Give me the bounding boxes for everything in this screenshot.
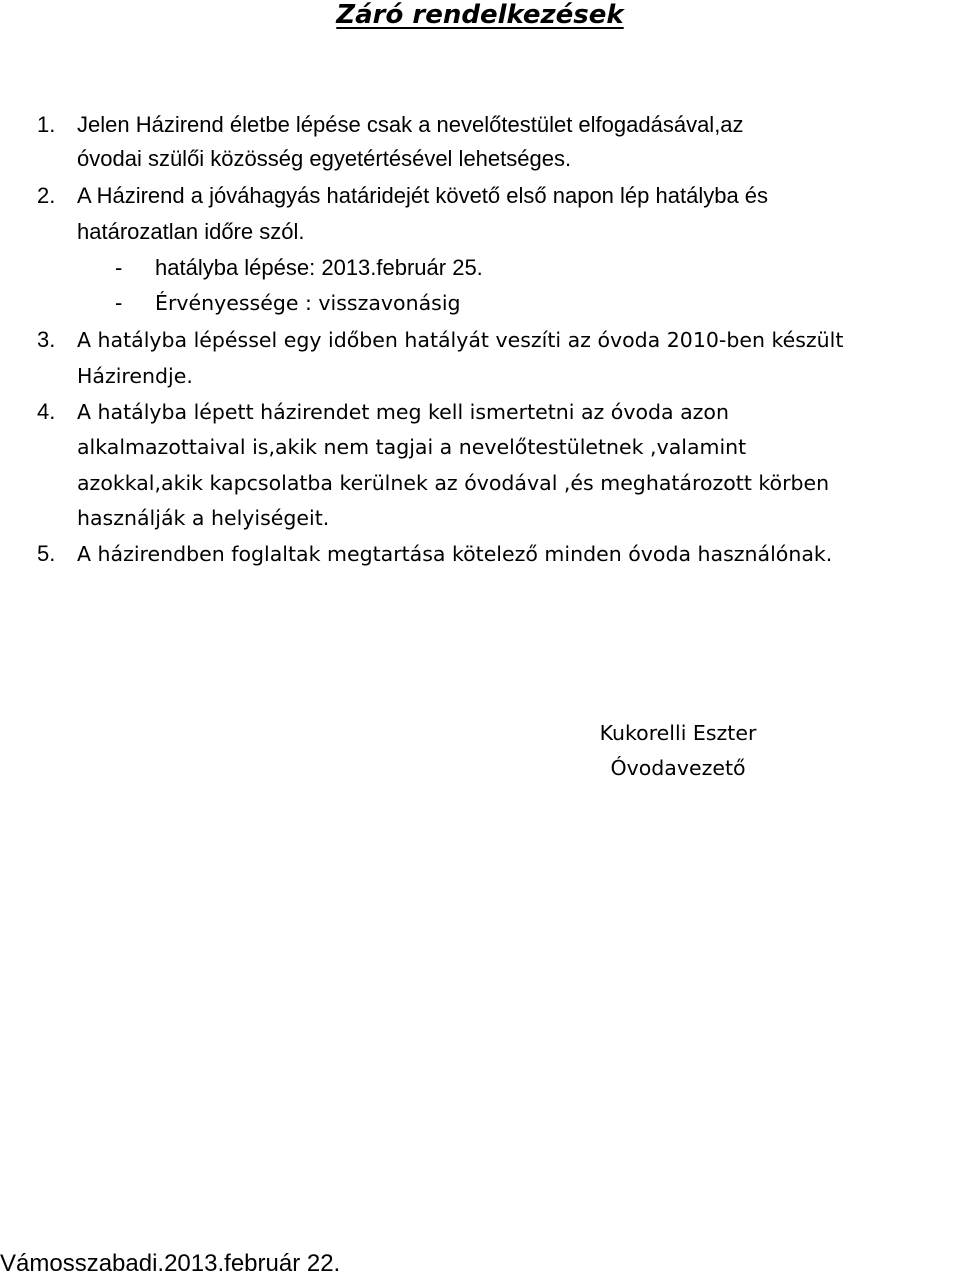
list-item-line: A Házirend a jóváhagyás határidejét követő első napon lép hatályba és	[77, 183, 769, 208]
list-item-line: Jelen Házirend életbe lépése csak a nevelőtestület elfogadásával,az	[77, 112, 744, 137]
list-item-number: 5.	[37, 541, 56, 566]
signature-name: Kukorelli Eszter	[599, 721, 757, 745]
sub-item	[115, 251, 483, 285]
sub-item	[115, 286, 461, 320]
place-date: Vámosszabadi.2013.február 22.	[0, 1250, 341, 1277]
list-item-line: Házirendje.	[77, 364, 193, 388]
list-item-line: A házirendben foglaltak megtartása kötelező minden óvoda használónak.	[77, 542, 833, 566]
list-item-line: óvodai szülői közösség egyetértésével lehetséges.	[77, 146, 572, 171]
list-item-number: 2.	[37, 183, 56, 208]
page-title-text: Záró rendelkezések	[336, 0, 624, 30]
sub-item-dash: -	[115, 255, 123, 280]
list-item-line: azokkal,akik kapcsolatba kerülnek az óvodával ,és meghatározott körben	[77, 471, 830, 495]
list-item-line: A hatályba lépéssel egy időben hatályát veszíti az óvoda 2010-ben készült	[77, 328, 844, 352]
list-item-line: A hatályba lépett házirendet meg kell ismertetni az óvoda azon	[77, 400, 729, 424]
sub-item-text: Érvényessége : visszavonásig	[155, 291, 461, 315]
list-item-number: 3.	[37, 327, 56, 352]
sub-item-dash: -	[115, 290, 123, 315]
list-item-number: 4.	[37, 399, 56, 424]
sub-item-text: hatályba lépése: 2013.február 25.	[155, 255, 483, 280]
signature-role: Óvodavezető	[610, 756, 746, 780]
list-item-line: határozatlan időre szól.	[77, 219, 305, 244]
list-item-line: használják a helyiségeit.	[77, 506, 330, 530]
list-item-number: 1.	[37, 112, 56, 137]
list-item-line: alkalmazottaival is,akik nem tagjai a nevelőtestületnek ,valamint	[77, 435, 747, 459]
page-title	[0, 0, 960, 32]
